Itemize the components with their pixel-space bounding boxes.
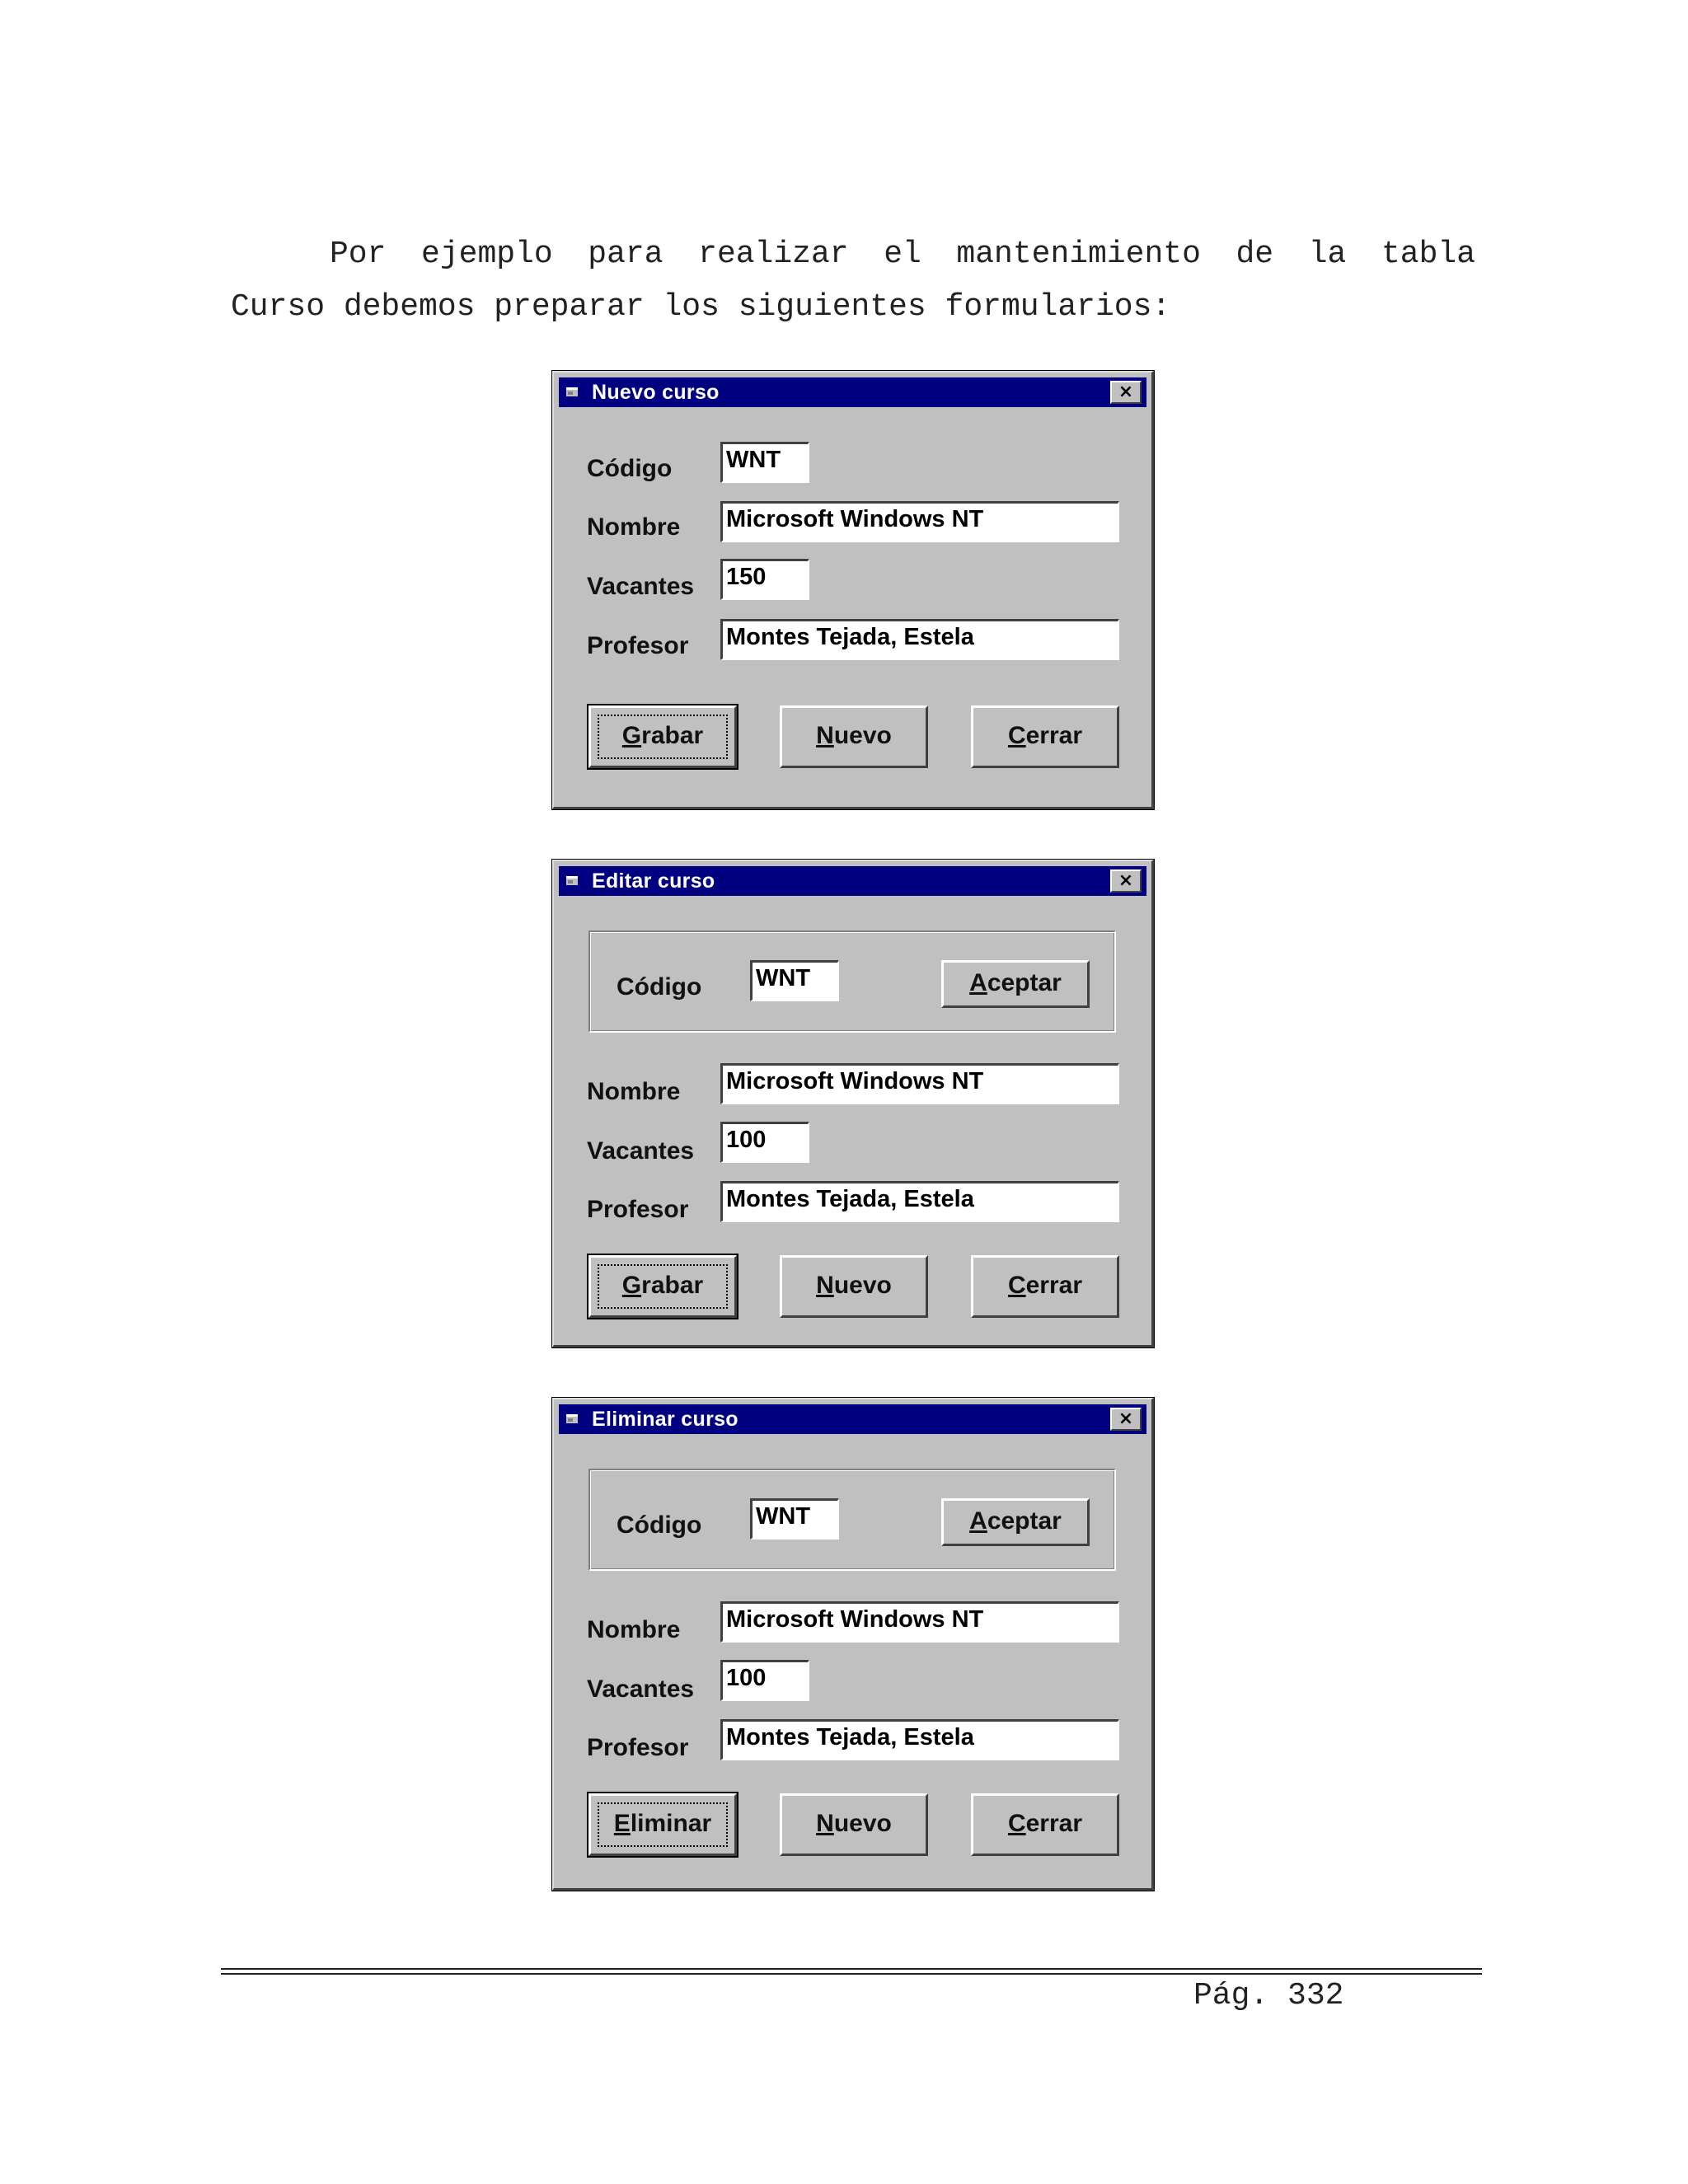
codigo-label: Código bbox=[587, 455, 673, 482]
intro-paragraph bbox=[231, 228, 1475, 334]
eliminar-curso-window bbox=[552, 1398, 1154, 1891]
profesor-input[interactable]: Montes Tejada, Estela bbox=[720, 619, 1119, 660]
profesor-input[interactable]: Montes Tejada, Estela bbox=[720, 1719, 1119, 1760]
codigo-label: Código bbox=[617, 973, 702, 1001]
label: rabar bbox=[641, 1272, 704, 1299]
profesor-input[interactable]: Montes Tejada, Estela bbox=[720, 1181, 1119, 1222]
nuevo-button[interactable] bbox=[780, 1793, 928, 1856]
profesor-label: Profesor bbox=[587, 632, 689, 659]
nombre-input[interactable]: Microsoft Windows NT bbox=[720, 501, 1119, 542]
label: errar bbox=[1025, 1272, 1083, 1299]
cerrar-button[interactable] bbox=[971, 1255, 1119, 1318]
hotkey: N bbox=[816, 1810, 834, 1837]
codigo-input[interactable]: WNT bbox=[750, 960, 839, 1001]
vacantes-label: Vacantes bbox=[587, 1137, 695, 1165]
vacantes-input[interactable]: 150 bbox=[720, 559, 809, 600]
app-icon bbox=[565, 874, 579, 887]
label: ceptar bbox=[987, 1507, 1062, 1535]
hotkey: N bbox=[816, 1272, 834, 1299]
hotkey: C bbox=[1007, 1272, 1026, 1299]
cerrar-button[interactable] bbox=[971, 1793, 1119, 1856]
eliminar-button[interactable] bbox=[588, 1793, 737, 1856]
vacantes-label: Vacantes bbox=[587, 1675, 695, 1703]
cerrar-button[interactable] bbox=[971, 705, 1119, 768]
window-title: Nuevo curso bbox=[592, 381, 720, 404]
nuevo-curso-window bbox=[552, 371, 1154, 809]
nombre-label: Nombre bbox=[587, 513, 681, 541]
app-icon bbox=[565, 385, 579, 398]
hotkey: C bbox=[1007, 722, 1026, 749]
codigo-label: Código bbox=[617, 1511, 702, 1539]
intro-line-1: Por ejemplo para realizar el mantenimiento de la tabla bbox=[330, 237, 1475, 272]
profesor-label: Profesor bbox=[587, 1196, 689, 1223]
label: errar bbox=[1025, 722, 1083, 749]
editar-curso-window bbox=[552, 860, 1154, 1347]
nombre-label: Nombre bbox=[587, 1616, 681, 1643]
hotkey: C bbox=[1007, 1810, 1026, 1837]
hotkey: G bbox=[621, 722, 642, 749]
hotkey: A bbox=[969, 1507, 987, 1535]
nombre-input[interactable]: Microsoft Windows NT bbox=[720, 1063, 1119, 1104]
profesor-label: Profesor bbox=[587, 1734, 689, 1761]
label: ceptar bbox=[987, 969, 1062, 996]
label: liminar bbox=[630, 1810, 712, 1837]
label: errar bbox=[1025, 1810, 1083, 1837]
codigo-input[interactable]: WNT bbox=[720, 442, 809, 483]
aceptar-button[interactable] bbox=[941, 960, 1090, 1008]
vacantes-label: Vacantes bbox=[587, 573, 695, 600]
close-icon: × bbox=[1118, 870, 1134, 891]
close-icon: × bbox=[1118, 382, 1134, 402]
aceptar-button[interactable] bbox=[941, 1498, 1090, 1546]
hotkey: G bbox=[621, 1272, 642, 1299]
grabar-button[interactable] bbox=[588, 1255, 737, 1318]
close-button[interactable] bbox=[1110, 381, 1142, 404]
vacantes-input[interactable]: 100 bbox=[720, 1122, 809, 1163]
label: uevo bbox=[833, 1272, 892, 1299]
nuevo-button[interactable] bbox=[780, 705, 928, 768]
close-button[interactable] bbox=[1110, 1408, 1142, 1431]
footer-rule bbox=[221, 1968, 1482, 1970]
label: rabar bbox=[641, 722, 704, 749]
title-bar bbox=[559, 1404, 1146, 1434]
vacantes-input[interactable]: 100 bbox=[720, 1660, 809, 1701]
close-button[interactable] bbox=[1110, 869, 1142, 893]
label: uevo bbox=[833, 722, 892, 749]
close-icon: × bbox=[1118, 1408, 1134, 1429]
title-bar bbox=[559, 866, 1146, 896]
intro-line-2: Curso debemos preparar los siguientes formularios: bbox=[231, 289, 1171, 325]
footer-rule bbox=[221, 1973, 1482, 1975]
app-icon bbox=[565, 1412, 579, 1425]
nuevo-button[interactable] bbox=[780, 1255, 928, 1318]
nombre-input[interactable]: Microsoft Windows NT bbox=[720, 1601, 1119, 1643]
page-number: Pág. 332 bbox=[1193, 1978, 1344, 2013]
nombre-label: Nombre bbox=[587, 1078, 681, 1105]
codigo-input[interactable]: WNT bbox=[750, 1498, 839, 1540]
title-bar bbox=[559, 377, 1146, 407]
label: uevo bbox=[833, 1810, 892, 1837]
window-title: Editar curso bbox=[592, 869, 715, 893]
grabar-button[interactable] bbox=[588, 705, 737, 768]
hotkey: N bbox=[816, 722, 834, 749]
window-title: Eliminar curso bbox=[592, 1408, 738, 1431]
hotkey: A bbox=[969, 969, 987, 996]
hotkey: E bbox=[613, 1810, 631, 1837]
